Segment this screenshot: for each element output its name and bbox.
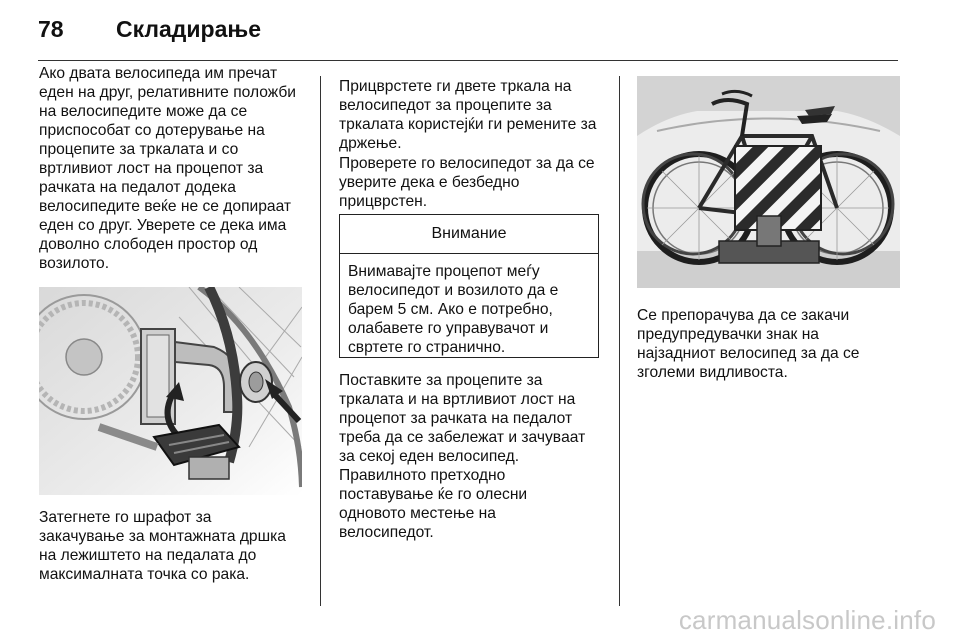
col2-paragraph-3: Поставките за процепите за тркалата и на вртливиот лост на процепот за рачката на педалот треба да се забележат и зачувaат за секој еден велосипед. Правилното претходно поставување ќе го олесни одновото местење на велосипедот. bbox=[339, 372, 586, 541]
page-header bbox=[38, 16, 261, 52]
header-rule bbox=[38, 60, 898, 61]
col3-paragraph-1: Се препорачува да се закачи предупредувачки знак на најзадниот велосипед за да се зголеми видливоста. bbox=[637, 307, 860, 381]
page-number: 78 bbox=[38, 16, 64, 42]
pedal-clamp-illustration bbox=[39, 287, 302, 495]
column-divider-2 bbox=[619, 76, 620, 606]
bike-carrier-illustration bbox=[637, 76, 900, 288]
warning-text: Внимавајте процепот меѓу велосипедот и возилото да е барем 5 см. Ако е потребно, олабавете го управувачот и свртете го странично. bbox=[348, 263, 559, 356]
column-divider-1 bbox=[320, 76, 321, 606]
chapter-title: Складирање bbox=[116, 16, 262, 42]
col1-paragraph-2: Затегнете го шрафот за закачување за монтажната дршка на лежиштето на педалата до максималната точка со рака. bbox=[39, 509, 286, 583]
col2-paragraph-1: Прицврстете ги двете тркала на велосипедот за процепите за тркалата користејќи ги ремените за држење. bbox=[339, 78, 597, 152]
warning-title: Внимание bbox=[340, 215, 598, 254]
watermark: carmanualsonline.info bbox=[678, 605, 936, 635]
col1-paragraph-1: Ако двата велосипеда им пречат еден на друг, релативните положби на велосипедите може да се приспособат со дотерување на процепите за тркалата и со вртливиот лост на процепот за рачката на педалот додека велосипедите веќе не се допираат еден со друг. Уверете се дека има доволно слободен простор од возилото. bbox=[39, 65, 296, 272]
warning-box bbox=[339, 214, 599, 358]
col2-paragraph-2: Проверете го велосипедот за да се уверите дека е безбедно прицврстен. bbox=[339, 155, 595, 210]
